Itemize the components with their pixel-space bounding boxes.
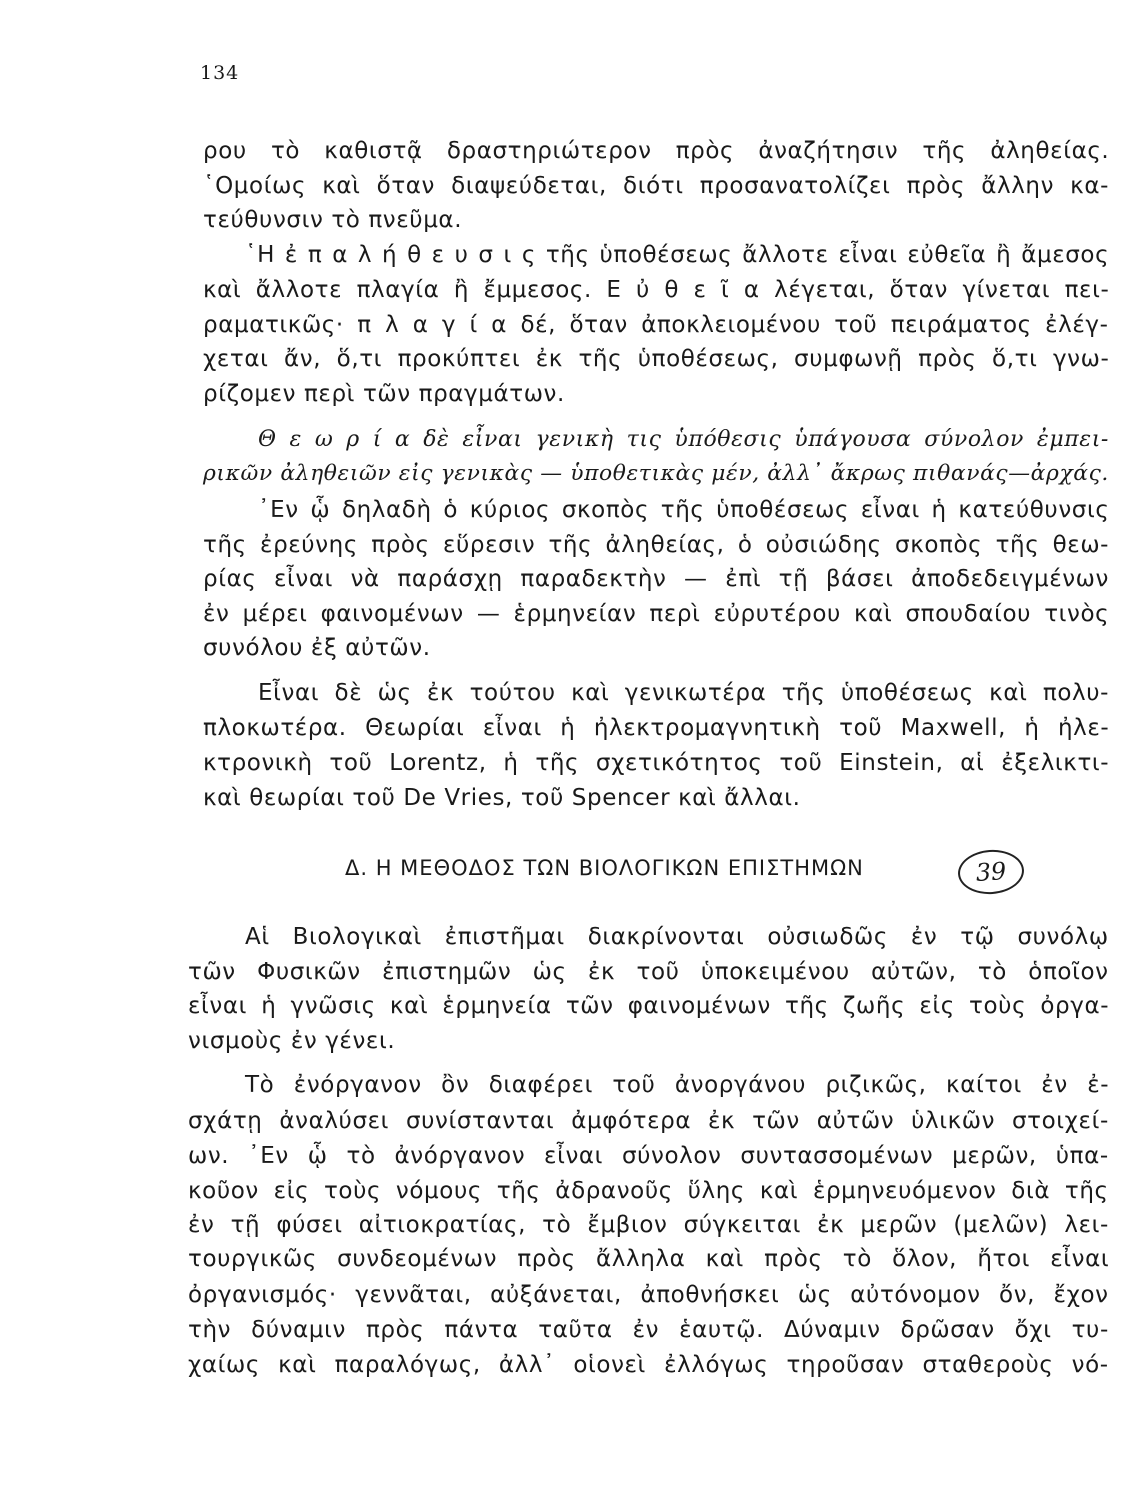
section-heading: Δ. Η ΜΕΘΟΔΟΣ ΤΩΝ ΒΙΟΛΟΓΙΚΩΝ ΕΠΙΣΤΗΜΩΝ bbox=[345, 856, 864, 880]
text-line: Εἶναι δὲ ὡς ἐκ τούτου καὶ γενικωτέρα τῆς ὑποθέσεως καὶ πολυ- bbox=[258, 680, 1110, 706]
page-number: 134 bbox=[200, 62, 240, 84]
text-line: ρίζομεν περὶ τῶν πραγμάτων. bbox=[203, 381, 565, 407]
text-line: χεται ἄν, ὅ,τι προκύπτει ἐκ τῆς ὑποθέσεως, συμφωνῇ πρὸς ὅ,τι γνω- bbox=[203, 346, 1110, 372]
text-line: εἶναι ἡ γνῶσις καὶ ἑρμηνεία τῶν φαινομένων τῆς ζωῆς εἰς τοὺς ὀργα- bbox=[188, 993, 1110, 1019]
text-line: ᾿Εν ᾧ δηλαδὴ ὁ κύριος σκοπὸς τῆς ὑποθέσεως εἶναι ἡ κατεύθυνσις bbox=[258, 497, 1110, 523]
text-line: ἐν μέρει φαινομένων — ἑρμηνείαν περὶ εὐρυτέρου καὶ σπουδαίου τινὸς bbox=[203, 601, 1110, 627]
text-line: Αἱ Βιολογικαὶ ἐπιστῆμαι διακρίνονται οὐσιωδῶς ἐν τῷ συνόλῳ bbox=[245, 924, 1109, 950]
text-line: ρίας εἶναι νὰ παράσχῃ παραδεκτὴν — ἐπὶ τῇ βάσει ἀποδεδειγμένων bbox=[203, 566, 1109, 592]
text-line: καὶ ἄλλοτε πλαγία ἢ ἔμμεσος. Ε ὐ θ ε ῖ α λέγεται, ὅταν γίνεται πει- bbox=[203, 277, 1110, 303]
text-line: τεύθυνσιν τὸ πνεῦμα. bbox=[203, 207, 463, 233]
text-line: καὶ θεωρίαι τοῦ De Vries, τοῦ Spencer καὶ ἄλλαι. bbox=[203, 785, 801, 811]
text-line: ῾Η ἐ π α λ ή θ ε υ σ ι ς τῆς ὑποθέσεως ἄλλοτε εἶναι εὐθεῖα ἢ ἄμεσος bbox=[245, 242, 1110, 268]
text-line: Θ ε ω ρ ί α δὲ εἶναι γενικὴ τις ὑπόθεσις ὑπάγουσα σύνολον ἐμπει- bbox=[258, 427, 1109, 452]
text-line: Τὸ ἐνόργανον ὂν διαφέρει τοῦ ἀνοργάνου ριζικῶς, καίτοι ἐν ἐ- bbox=[245, 1072, 1110, 1098]
text-line: ῾Ομοίως καὶ ὅταν διαψεύδεται, διότι προσανατολίζει πρὸς ἄλλην κα- bbox=[203, 173, 1110, 199]
text-line: τὴν δύναμιν πρὸς πάντα ταῦτα ἐν ἑαυτῷ. Δύναμιν δρῶσαν ὄχι τυ- bbox=[188, 1317, 1109, 1343]
text-line: ραματικῶς· π λ α γ ί α δέ, ὅταν ἀποκλειομένου τοῦ πειράματος ἐλέγ- bbox=[203, 312, 1109, 338]
text-line: κτρονικὴ τοῦ Lorentz, ἡ τῆς σχετικότητος τοῦ Einstein, αἱ ἐξελικτι- bbox=[203, 750, 1110, 776]
text-line: τῶν Φυσικῶν ἐπιστημῶν ὡς ἐκ τοῦ ὑποκειμένου αὐτῶν, τὸ ὁποῖον bbox=[188, 959, 1109, 985]
text-line: πλοκωτέρα. Θεωρίαι εἶναι ἡ ἠλεκτρομαγνητικὴ τοῦ Maxwell, ἡ ἠλε- bbox=[203, 715, 1110, 741]
text-line: σχάτῃ ἀναλύσει συνίστανται ἀμφότερα ἐκ τῶν αὐτῶν ὑλικῶν στοιχεί- bbox=[188, 1108, 1109, 1134]
text-line: ων. ᾿Εν ᾧ τὸ ἀνόργανον εἶναι σύνολον συντασσομένων μερῶν, ὑπα- bbox=[188, 1143, 1109, 1169]
text-line: νισμοὺς ἐν γένει. bbox=[188, 1028, 396, 1054]
text-line: κοῦον εἰς τοὺς νόμους τῆς ἀδρανοῦς ὕλης καὶ ἑρμηνευόμενον διὰ τῆς bbox=[188, 1178, 1109, 1204]
text-line: ἐν τῇ φύσει αἰτιοκρατίας, τὸ ἔμβιον σύγκειται ἐκ μερῶν (μελῶν) λει- bbox=[188, 1212, 1109, 1238]
text-line: τῆς ἐρεύνης πρὸς εὕρεσιν τῆς ἀληθείας, ὁ οὐσιώδης σκοπὸς τῆς θεω- bbox=[203, 532, 1110, 558]
text-line: ρικῶν ἀληθειῶν εἰς γενικὰς — ὑποθετικὰς μέν, ἀλλ᾿ ἄκρως πιθανάς—ἀρχάς. bbox=[203, 461, 1109, 486]
text-line: ρου τὸ καθιστᾷ δραστηριώτερον πρὸς ἀναζήτησιν τῆς ἀληθείας. bbox=[203, 138, 1110, 164]
text-line: ὀργανισμός· γεννᾶται, αὐξάνεται, ἀποθνήσκει ὡς αὐτόνομον ὄν, ἔχον bbox=[188, 1282, 1109, 1308]
text-line: χαίως καὶ παραλόγως, ἀλλ᾿ οἱονεὶ ἐλλόγως τηροῦσαν σταθεροὺς νό- bbox=[188, 1352, 1109, 1378]
text-line: συνόλου ἐξ αὐτῶν. bbox=[203, 635, 431, 661]
handwritten-circled-number: 39 bbox=[957, 848, 1026, 896]
text-line: τουργικῶς συνδεομένων πρὸς ἄλληλα καὶ πρὸς τὸ ὅλον, ἤτοι εἶναι bbox=[188, 1246, 1110, 1272]
